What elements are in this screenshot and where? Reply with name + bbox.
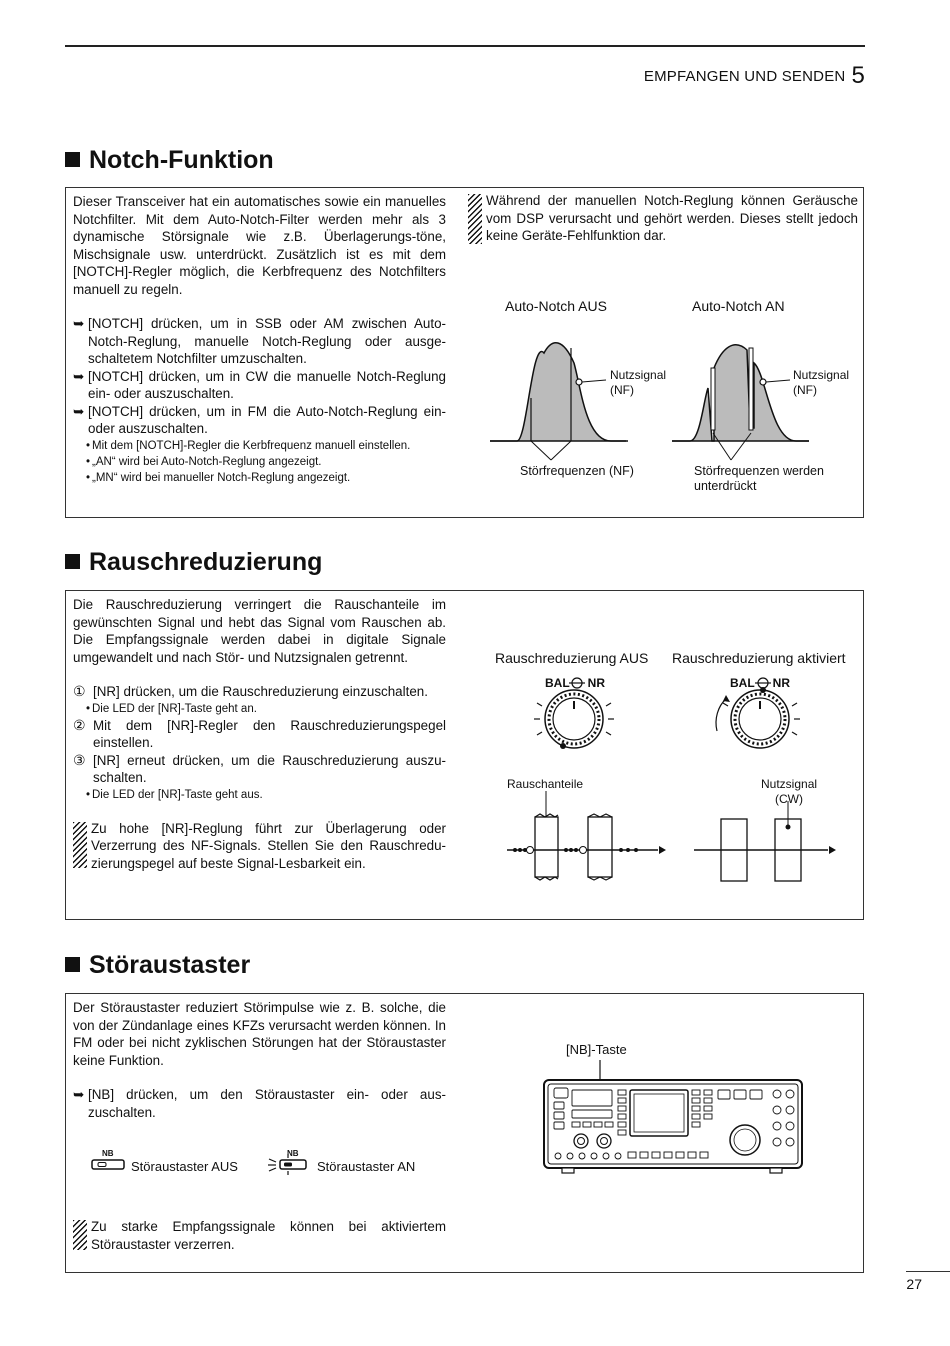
arrow-icon: ➥ <box>73 316 85 331</box>
section-title-nb: Störaustaster <box>65 951 250 980</box>
transceiver-front-panel-illustration <box>542 1060 812 1180</box>
nr-knobs-diagram <box>66 591 866 921</box>
square-bullet-icon <box>65 554 80 569</box>
nr-bullet: • Die LED der [NR]-Taste geht an. <box>73 701 446 717</box>
notch-note: Während der manuellen Notch-Reglung können Geräusche vom DSP verursacht und gehört werden. Dieses stellt jedoch keine Geräte-Fehlfunktion dar. <box>486 192 858 245</box>
nb-key-label-off: NB <box>102 1149 114 1158</box>
nr-knob-left <box>545 690 603 749</box>
arrow-icon: ➥ <box>73 368 85 384</box>
square-bullet-icon <box>65 152 80 167</box>
page-number-rule <box>906 1271 950 1272</box>
cw-signal-label: Nutzsignal (CW) <box>761 777 818 806</box>
chapter-number: 5 <box>851 62 865 89</box>
nb-note-wrap <box>73 1218 446 1253</box>
page-number: 27 <box>906 1276 922 1292</box>
notch-step: ➥ [NOTCH] drücken, um in FM die Auto-Notch-Reglung ein- oder auszuschalten. <box>73 403 446 436</box>
nr-intro: Die Rauschreduzierung verringert die Rauschanteile im gewünschten Signal und hebt das Signal vom Rauschen ab. Die Empfangssignale werden dabei in digitale Signale umgewandelt und nach Stör- und Nutzsignalen getrennt. <box>73 597 446 665</box>
chapter-title: EMPFANGEN UND SENDEN <box>643 68 846 85</box>
nr-step: ① [NR] drücken, um die Rauschreduzierung einzuschalten. <box>73 683 428 699</box>
nb-step: ➥ [NB] drücken, um den Störaustaster ein- oder aus-zuschalten. <box>73 1087 446 1120</box>
notch-box <box>65 187 864 518</box>
notch-diagram-right-title: Auto-Notch AN <box>692 298 785 314</box>
nb-note: Zu starke Empfangssignale können bei aktiviertem Störaustaster verzerren. <box>73 1218 446 1253</box>
notch-bullet: • Mit dem [NOTCH]-Regler die Kerbfrequenz manuell einstellen. <box>73 438 446 454</box>
nr-bullet: • Die LED der [NR]-Taste geht aus. <box>73 787 446 803</box>
notch-signal-label-left: Nutzsignal (NF) <box>610 368 667 397</box>
notch-interference-label-left: Störfrequenzen (NF) <box>520 464 634 478</box>
chapter-header <box>644 62 865 90</box>
caution-hatch-icon <box>73 1220 87 1250</box>
noise-label: Rauschanteile <box>507 777 584 791</box>
section-title-nr: Rauschreduzierung <box>65 548 322 577</box>
knob-label-right: BAL NR <box>730 676 791 690</box>
nb-box <box>65 993 864 1273</box>
arrow-icon: ➥ <box>73 403 85 419</box>
notch-intro: Dieser Transceiver hat ein automatisches sowie ein manuelles Notchfilter. Mit dem Auto-Notch-Filter werden mehr als 3 dynamische Störsignale wie z.B. Überlagerungs-töne, Mischsignale usw. unterdrückt. Zusätzlich ist es mit dem [NOTCH]-Regler möglich, die Kerbfrequenz des Notchfilters manuell zu regeln. <box>73 194 446 297</box>
nr-box <box>65 590 864 920</box>
notch-interference-label-right: Störfrequenzen werden unterdrückt <box>694 464 824 493</box>
nr-step: ② Mit dem [NR]-Regler den Rauschreduzierungspegel einstellen. <box>73 716 446 750</box>
nb-text-column <box>73 999 446 1121</box>
arrow-icon: ➥ <box>73 1087 85 1102</box>
nr-step: ③ [NR] erneut drücken, um die Rauschreduzierung auszu-schalten. <box>73 751 446 785</box>
knob-label-left: BAL NR <box>545 676 606 690</box>
nr-note: Zu hohe [NR]-Reglung führt zur Überlagerung oder Verzerrung des NF-Signals. Stellen Sie den Rauschredu-zierungspegel auf beste Signal-Lesbarkeit ein. <box>73 820 446 873</box>
notch-step: ➥ [NOTCH] drücken, um in SSB oder AM zwischen Auto-Notch-Reglung, manuelle Notch-Reglung oder ausge-schaltetem Notchfilter umzuschalten. <box>73 316 446 366</box>
notch-bullet: • „AN“ wird bei Auto-Notch-Reglung angezeigt. <box>73 454 446 470</box>
nr-knob-right <box>716 687 789 748</box>
header-rule <box>65 45 865 47</box>
nb-on-label: Störaustaster AN <box>317 1159 416 1174</box>
square-bullet-icon <box>65 957 80 972</box>
notch-signal-label-right: Nutzsignal (NF) <box>793 368 850 397</box>
nb-intro: Der Störaustaster reduziert Störimpulse wie z. B. solche, die von der Zündanlage eines KFZs verursacht werden können. In FM oder bei nicht zyklischen Störungen hat der Störaustaster keine Funktion. <box>73 1000 446 1068</box>
notch-diagram-left-title: Auto-Notch AUS <box>505 298 607 314</box>
nb-off-label: Störaustaster AUS <box>131 1159 238 1174</box>
notch-bullet: • „MN“ wird bei manueller Notch-Reglung angezeigt. <box>73 470 446 486</box>
nb-key-callout: [NB]-Taste <box>566 1042 627 1057</box>
nb-key-label-on: NB <box>287 1149 299 1158</box>
nr-diagram-right-title: Rauschreduzierung aktiviert <box>672 650 846 666</box>
section-title-notch: Notch-Funktion <box>65 146 274 175</box>
notch-step: ➥ [NOTCH] drücken, um in CW die manuelle Notch-Reglung ein- oder auszuschalten. <box>73 368 446 401</box>
nr-diagram-left-title: Rauschreduzierung AUS <box>495 650 649 666</box>
